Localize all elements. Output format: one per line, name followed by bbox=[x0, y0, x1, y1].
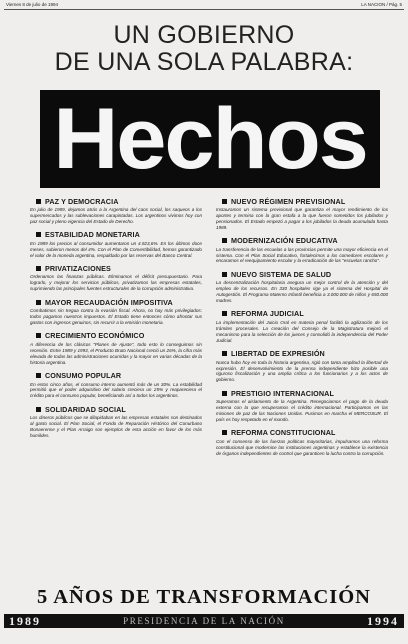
headline bbox=[0, 22, 408, 76]
section-body: La descentralización hospitalaria asegura un mejor control de la atención y del empleo de los recursos. En 330 hospitales rige ya el sistema del Hospital de Autogestión. El Programa Materno Infantil beneficia a 3.000.000 de niños y 650.000 madres. bbox=[216, 280, 388, 304]
banner-title: 5 AÑOS DE TRANSFORMACIÓN bbox=[36, 586, 371, 608]
section-header bbox=[30, 331, 202, 341]
masthead-date: Viernes 8 de julio de 1994 bbox=[6, 2, 58, 7]
section-title: NUEVO SISTEMA DE SALUD bbox=[231, 269, 332, 279]
achievements-columns bbox=[30, 196, 390, 526]
section-title: SOLIDARIDAD SOCIAL bbox=[45, 404, 126, 414]
section-header bbox=[30, 230, 202, 240]
square-bullet-icon bbox=[222, 391, 227, 396]
section-title: LIBERTAD DE EXPRESIÓN bbox=[231, 349, 325, 359]
section-body: A diferencia de los clásicos "Planes de Ajuste", todo esto lo conseguimos sin recesión. Entre 1989 y 1993, el Producto Bruto Nacional creció un 26%, la cifra más elevada de todas las administraciones ocurridas y la mayor en varias décadas de la historia argentina. bbox=[30, 341, 202, 365]
section bbox=[30, 297, 202, 326]
section bbox=[216, 388, 388, 423]
square-bullet-icon bbox=[36, 373, 41, 378]
square-bullet-icon bbox=[36, 407, 41, 412]
section bbox=[30, 404, 202, 439]
footer-year-start: 1989 bbox=[9, 614, 41, 628]
section-header bbox=[216, 269, 388, 279]
footer-year-end: 1994 bbox=[367, 614, 399, 628]
square-bullet-icon bbox=[222, 199, 227, 204]
section-title: MAYOR RECAUDACIÓN IMPOSITIVA bbox=[45, 297, 173, 307]
section-title: ESTABILIDAD MONETARIA bbox=[45, 230, 140, 240]
square-bullet-icon bbox=[222, 272, 227, 277]
section-body: Los dineros públicos que se dilapidaban en las empresas estatales son destinados al gasto social. El Plan Social, el Fondo de Reparación Histórico del Conurbano Bonaerense y el Plan Arraigo son ejemplos de esta acción en favor de los más humildes. bbox=[30, 415, 202, 438]
section-header bbox=[30, 371, 202, 381]
square-bullet-icon bbox=[36, 199, 41, 204]
section-body: Nunca hubo hoy en toda la historia argentina, rigió con tanta amplitud la libertad de expresión. El desenvolvimiento de la prensa independiente hizo posible una riguroso fiscalización y una amplia crítica a los funcionarios y a los actos de gobierno. bbox=[216, 359, 388, 383]
square-bullet-icon bbox=[222, 311, 227, 316]
section bbox=[30, 371, 202, 400]
masthead-paper: LA NACION / Pág. 5 bbox=[361, 2, 402, 7]
left-column bbox=[30, 196, 202, 444]
section-body: Instauramos un sistema previsional que garantiza el mayor rendimiento de los aportes y termina con la gran estafa a la que fueron sometidos los jubilados y pensionados. El Estado empezó a pagar a los jubilados la deuda acumulada hasta 1989. bbox=[216, 207, 388, 230]
section-header bbox=[216, 196, 388, 206]
section bbox=[216, 349, 388, 384]
section-title: PRIVATIZACIONES bbox=[45, 263, 111, 273]
right-column bbox=[216, 196, 388, 462]
headline-line-1: UN GOBIERNO bbox=[113, 21, 295, 49]
section-body: La implementación del Juicio Oral en materia penal facilitó la agilización de los trámites procesales. La creación del Consejo de la Magistratura mejoró el mecanismo para la selección de los jueces y consolidó la independencia del Poder Judicial. bbox=[216, 319, 388, 343]
footer-text: PRESIDENCIA DE LA NACIÓN bbox=[123, 616, 285, 626]
hechos-word: Hechos bbox=[53, 91, 367, 187]
section bbox=[216, 428, 388, 457]
section-header bbox=[30, 297, 202, 307]
section-header bbox=[216, 428, 388, 438]
section-title: REFORMA CONSTITUCIONAL bbox=[231, 428, 336, 438]
section-body: En estos cinco años, el consumo interno aumentó más de un 30%. La estabilidad permitió que el poder adquisitivo del salario creciera un 25% y reapareciera el crédito para el consumo popular, beneficiando así a todos los argentinos. bbox=[30, 381, 202, 399]
square-bullet-icon bbox=[222, 351, 227, 356]
section-title: CRECIMIENTO ECONÓMICO bbox=[45, 331, 145, 341]
footer-bar bbox=[4, 614, 404, 628]
square-bullet-icon bbox=[222, 430, 227, 435]
square-bullet-icon bbox=[36, 300, 41, 305]
square-bullet-icon bbox=[222, 238, 227, 243]
section-body: Superamos el aislamiento de la Argentina. Renegociamos el pago de la deuda externa con la que recuperamos el crédito internacional. Participamos en las misiones de paz de las Naciones Unidas. Pusimos en marcha el MERCOSUR. El país es hoy respetado en el mundo. bbox=[216, 399, 388, 422]
section-title: MODERNIZACIÓN EDUCATIVA bbox=[231, 236, 338, 246]
section-header bbox=[216, 236, 388, 246]
section-header bbox=[30, 196, 202, 206]
hechos-block bbox=[40, 90, 380, 188]
headline-line-2: DE UNA SOLA PALABRA: bbox=[54, 48, 354, 76]
section-header bbox=[216, 388, 388, 398]
section-title: NUEVO RÉGIMEN PREVISIONAL bbox=[231, 196, 346, 206]
square-bullet-icon bbox=[36, 333, 41, 338]
section bbox=[30, 331, 202, 366]
section bbox=[216, 196, 388, 231]
section-header bbox=[216, 349, 388, 359]
section-title: PAZ Y DEMOCRACIA bbox=[45, 196, 119, 206]
section bbox=[30, 230, 202, 259]
section bbox=[30, 196, 202, 225]
section-title: REFORMA JUDICIAL bbox=[231, 309, 304, 319]
section-header bbox=[216, 309, 388, 319]
section-title: PRESTIGIO INTERNACIONAL bbox=[231, 388, 334, 398]
masthead-line bbox=[4, 1, 404, 10]
section-header bbox=[30, 404, 202, 414]
section-body: Combatimos sin tregua contra la evasión fiscal. Ahora, no hay más privilegiados: todos pagamos nuestros impuestos. El Estado tiene entonces cómo afrontar sus gastos con ingresos genuinos, sin recurrir a la emisión monetaria. bbox=[30, 308, 202, 325]
section-body: Ordenamos las finanzas públicas. Eliminamos el déficit presupuestario. Para lograrlo, y mejorar los servicios públicos, privatizamos las empresas estatales, suprimiendo las principales fuentes estructurales de la corrupción administrativa. bbox=[30, 274, 202, 292]
section bbox=[216, 236, 388, 265]
section bbox=[30, 263, 202, 292]
square-bullet-icon bbox=[36, 232, 41, 237]
section bbox=[216, 309, 388, 344]
section bbox=[216, 269, 388, 304]
section-body: En 1989 los precios al consumidor aumentaron un 4.923,6%. En los últimos doce meses, subieron menos del 4%. Con el Plan de Convertibilidad, hemos garantizado el valor de la moneda argentina, respaldado por las reservas del Banco Central. bbox=[30, 240, 202, 258]
square-bullet-icon bbox=[36, 266, 41, 271]
section-title: CONSUMO POPULAR bbox=[45, 371, 122, 380]
section-body: En julio de 1989, dejamos atrás a la Argentina del caos social, los saqueos a los supermercados y las sublevaciones carapintadas. Los argentinos vivimos hoy con paz social y pleno vigencia del Estado de Derecho. bbox=[30, 207, 202, 224]
section-body: Con el consenso de las fuerzas políticas mayoritarias, impulsamos una reforma constitucional que modernice las instituciones argentinas y establece la existencia de órganos independientes de control que garanticen la lucha contra la corrupción. bbox=[216, 438, 388, 456]
section-body: La transferencia de las escuelas a las provincias permite una mayor eficiencia en el sistema. Con el Plan Social Educativo, fortalecimos a los comedores escolares y encaramos el reequipamiento escolar y la erradicación de las "escuelas rancho". bbox=[216, 246, 388, 264]
section-header bbox=[30, 263, 202, 273]
